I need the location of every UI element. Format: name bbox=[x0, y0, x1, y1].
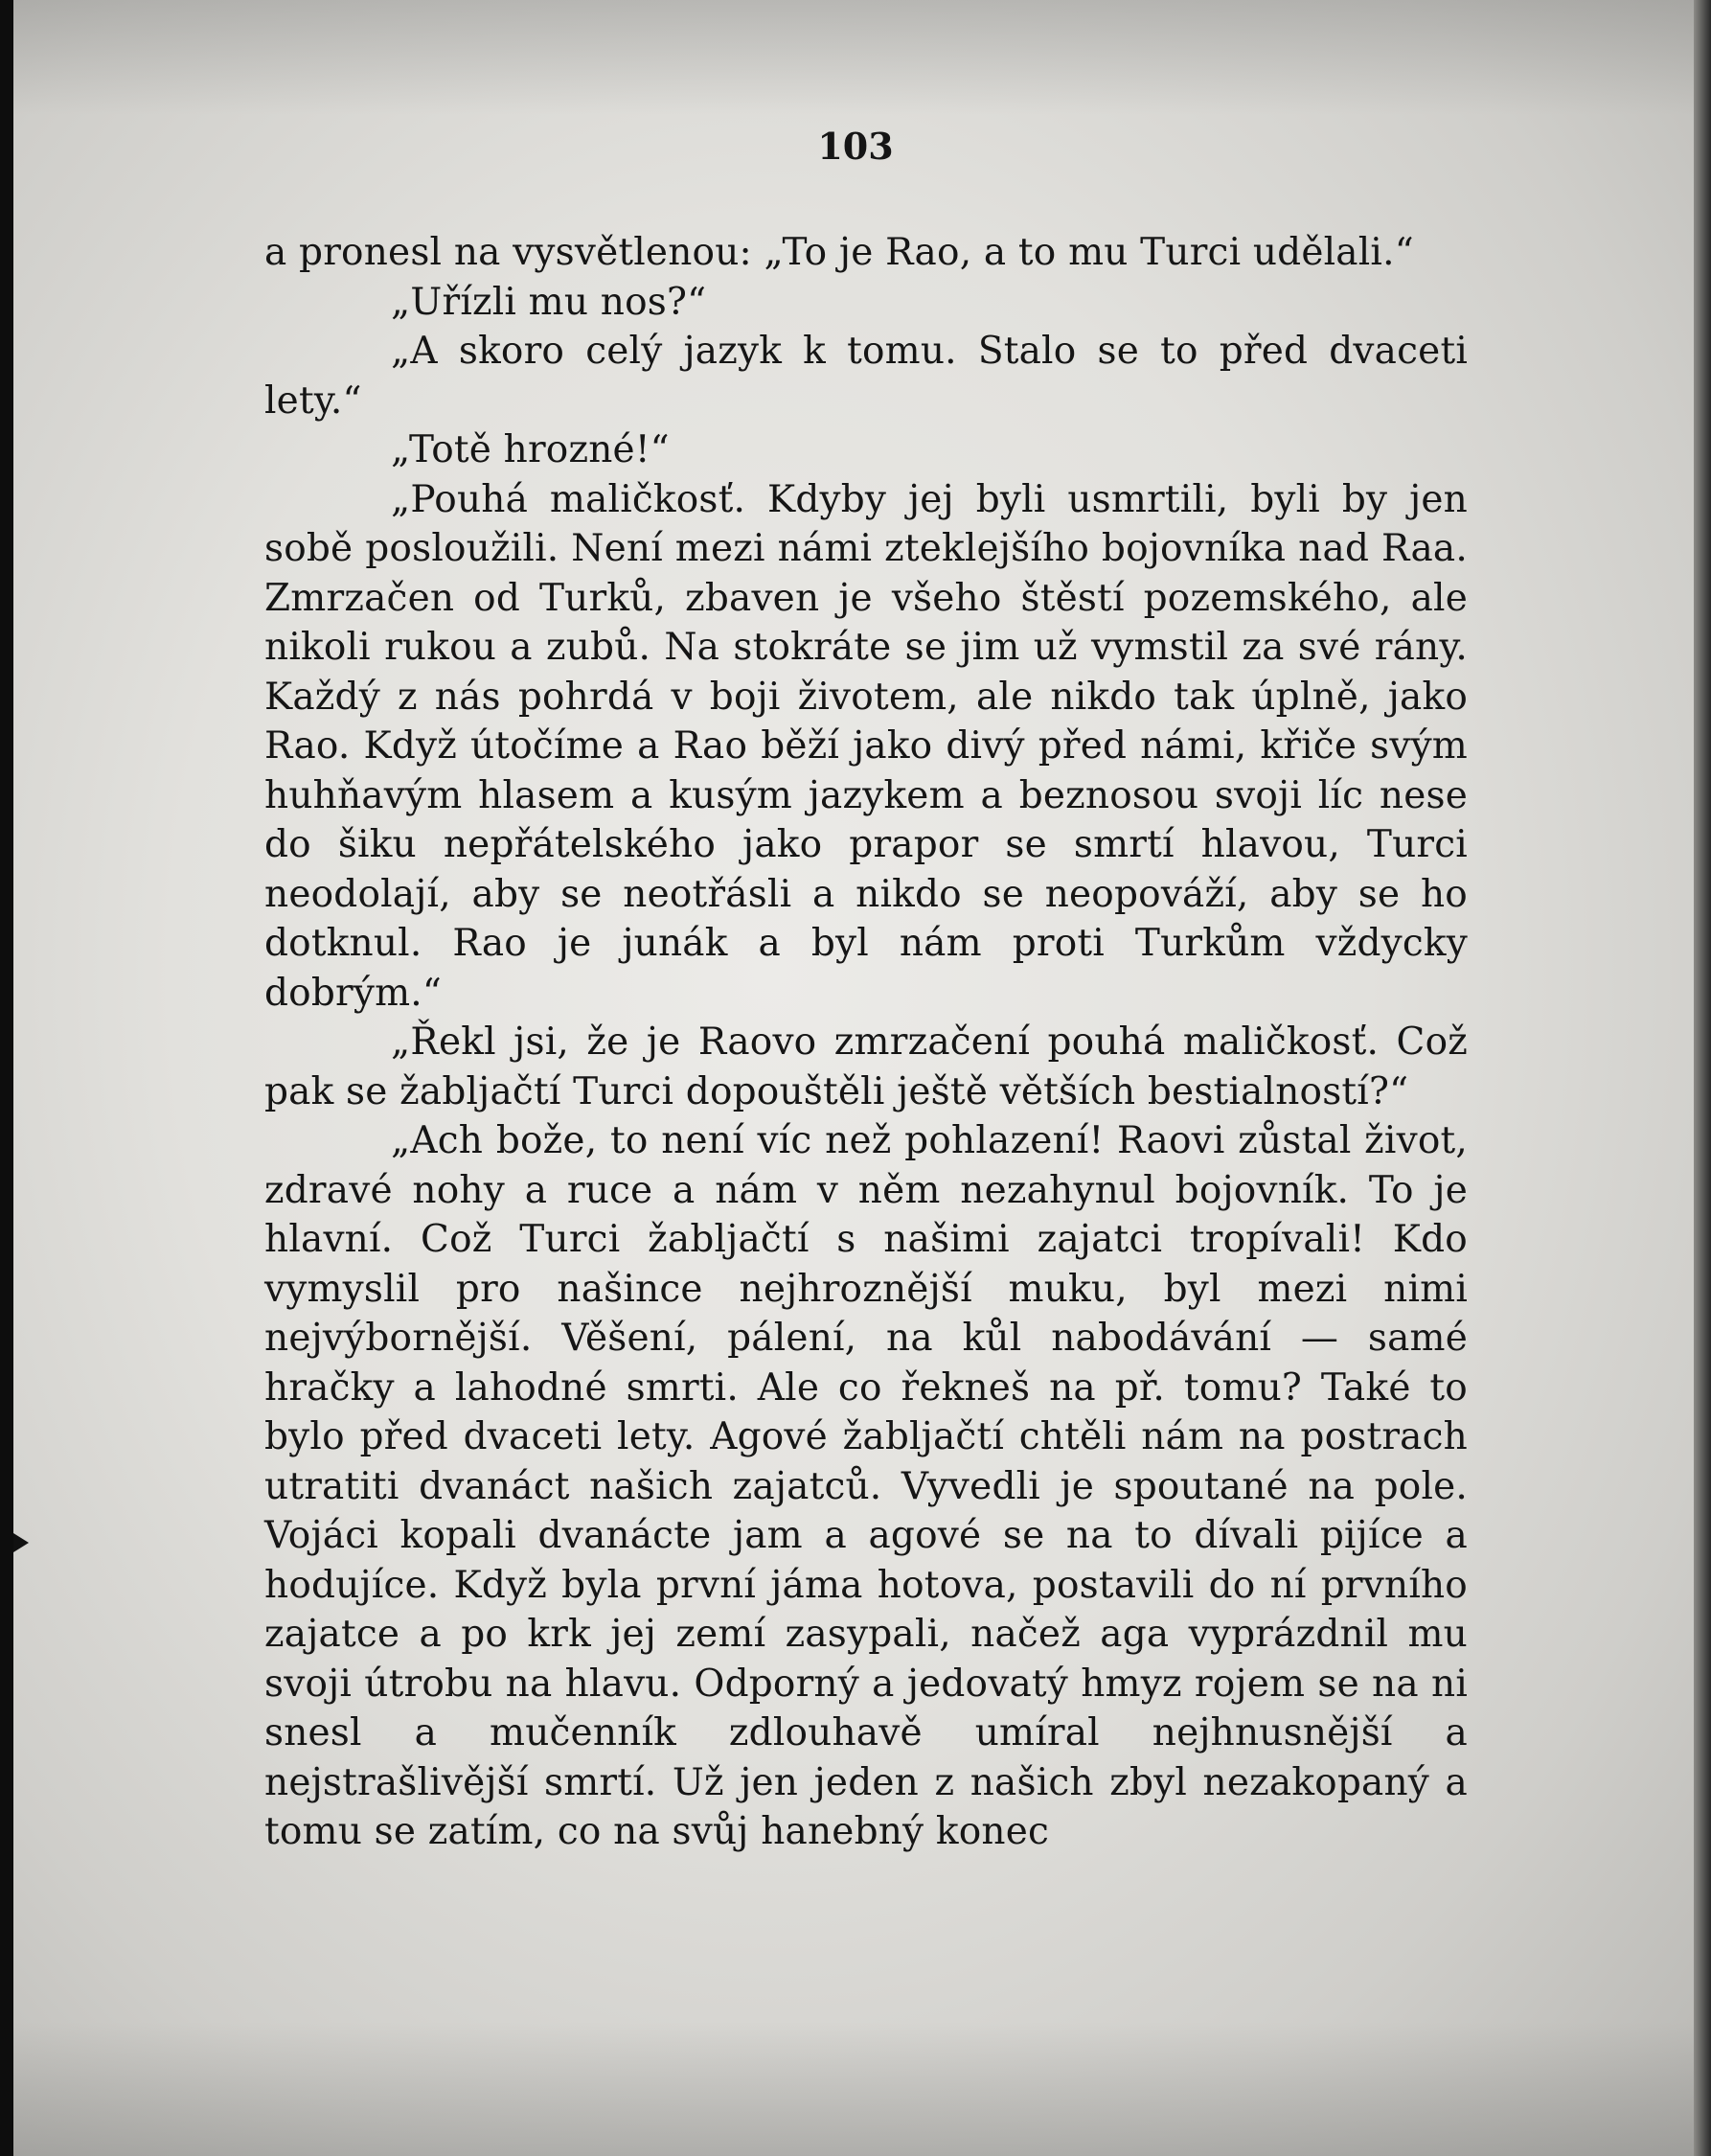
margin-arrow-mark bbox=[13, 1533, 29, 1552]
paragraph-5: „Pouhá maličkosť. Kdyby jej byli usmrtili, byli by jen sobě posloužili. Není mezi námi zteklejšího bojovníka nad Raa. Zmrzačen od Turků, zbaven je všeho štěstí pozemského, ale nikoli rukou a zubů. Na stokráte se jim už vymstil za své rány. Každý z nás pohrdá v boji životem, ale nikdo tak úplně, jako Rao. Když útočíme a Rao běží jako divý před námi, křiče svým huhňavým hlasem a kusým jazykem a beznosou svoji líc nese do šiku nepřátelského jako prapor se smrtí hlavou, Turci neodolají, aby se neotřásli a nikdo se neopováží, aby se ho dotknul. Rao je junák a byl nám proti Turkům vždycky dobrým.“ bbox=[264, 477, 1468, 1015]
body-text bbox=[264, 228, 1468, 1857]
paragraph-1: a pronesl na vysvětlenou: „To je Rao, a to mu Turci udělali.“ bbox=[264, 231, 1414, 274]
scan-shadow-top bbox=[0, 0, 1711, 115]
scan-shadow-bottom bbox=[0, 2022, 1711, 2156]
page-number: 103 bbox=[817, 125, 894, 168]
paragraph-7: „Ach bože, to není víc než pohlazení! Raovi zůstal život, zdravé nohy a ruce a nám v něm nezahynul bojovník. To je hlavní. Což Turci žabljačtí s našimi zajatci tropívali! Kdo vymyslil pro našince nejhroznější muku, byl mezi nimi nejvýbornější. Věšení, pálení, na kůl nabodávání — samé hračky a lahodné smrti. Ale co řekneš na př. tomu? Také to bylo před dvaceti lety. Agové žabljačtí chtěli nám na postrach utratiti dvanáct našich zajatců. Vyvedli je spoutané na pole. Vojáci kopali dvanácte jam a agové se na to dívali pijíce a hodujíce. Když byla první jáma hotova, postavili do ní prvního zajatce a po krk jej zemí zasypali, načež aga vyprázdnil mu svoji útrobu na hlavu. Odporný a jedovatý hmyz rojem se na ni snesl a mučenník zdlouhavě umíral nejhnusnější a nejstrašlivější smrtí. Už jen jeden z našich zbyl nezakopaný a tomu se zatím, co na svůj hanebný konec bbox=[264, 1119, 1468, 1853]
paragraph-6: „Řekl jsi, že je Raovo zmrzačení pouhá maličkosť. Což pak se žabljačtí Turci dopouštěli ještě větších bestialností?“ bbox=[264, 1021, 1468, 1113]
page-left-edge bbox=[0, 0, 13, 2156]
paragraph-2: „Uřízli mu nos?“ bbox=[391, 280, 707, 324]
paragraph-4: „Totě hrozné!“ bbox=[391, 428, 670, 471]
page-right-edge bbox=[1694, 0, 1711, 2156]
paragraph-3: „A skoro celý jazyk k tomu. Stalo se to před dvaceti lety.“ bbox=[264, 330, 1468, 423]
